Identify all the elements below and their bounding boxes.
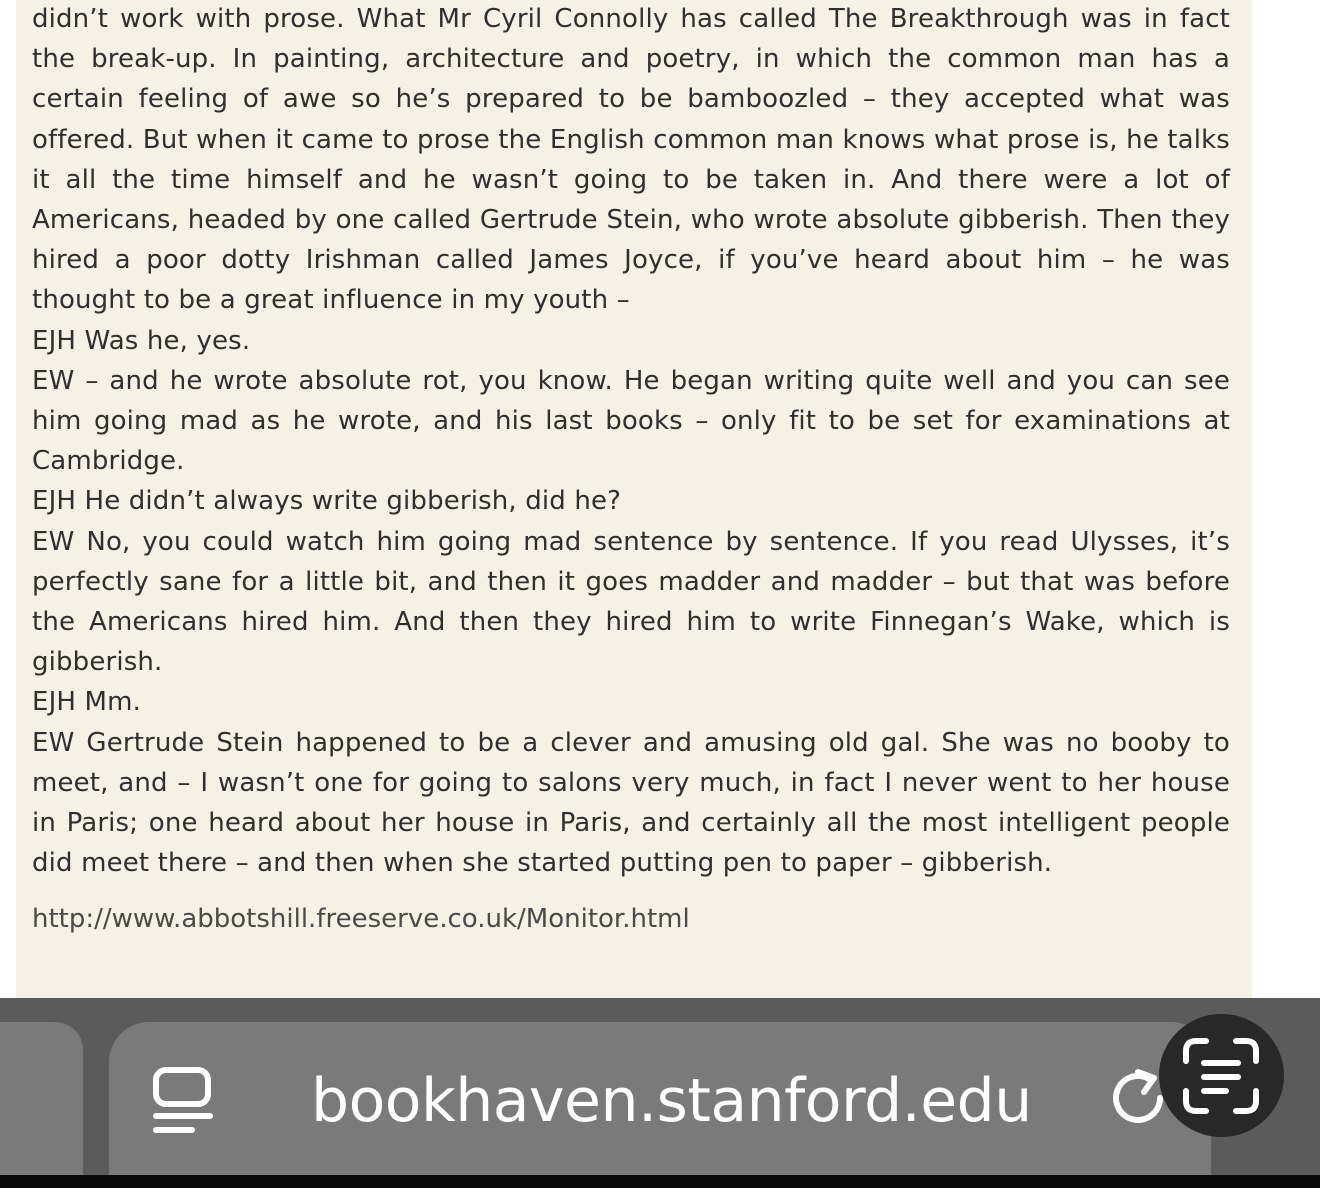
url-text[interactable]: bookhaven.stanford.edu (311, 1066, 1032, 1136)
bottom-edge (0, 1175, 1320, 1188)
previous-tab[interactable] (0, 1022, 83, 1175)
article-paragraph-5: EW No, you could watch him going mad sentence by sentence. If you read Ulysses, it’s perfectly sane for a little bit, and then it goes madder and madder – but that was before the Americans hired him. And then they hired him to write Finnegan’s Wake, which is gibberish. (32, 526, 1230, 678)
article-content (16, 0, 1252, 998)
live-text-scan-icon (1180, 1035, 1262, 1117)
article-paragraph-3: EW – and he wrote absolute rot, you know. He began writing quite well and you can see him going mad as he wrote, and his last books – only fit to be set for examinations at Cambridge. (32, 365, 1230, 477)
article-paragraph-4: EJH He didn’t always write gibberish, did he? (32, 486, 622, 517)
source-link[interactable]: http://www.abbotshill.freeserve.co.uk/Monitor.html (32, 904, 690, 935)
article-paragraph-1: didn’t work with prose. What Mr Cyril Connolly has called The Breakthrough was in fact the break-up. In painting, architecture and poetry, in which the common man has a certain feeling of awe so he’s prepared to be bamboozled – they accepted what was offered. But when it came to prose the English common man knows what prose is, he talks it all the time himself and he wasn’t going to be taken in. And there were a lot of Americans, headed by one called Gertrude Stein, who wrote absolute gibberish. Then they hired a poor dotty Irishman called James Joyce, if you’ve heard about him – he was thought to be a great influence in my youth – (32, 4, 1230, 316)
article-paragraph-2: EJH Was he, yes. (32, 325, 251, 356)
article-paragraph-7: EW Gertrude Stein happened to be a clever and amusing old gal. She was no booby to meet, and – I wasn’t one for going to salons very much, in fact I never went to her house in Paris; one heard about her house in Paris, and certainly all the most intelligent people did meet there – and then when she started putting pen to paper – gibberish. (32, 727, 1230, 879)
article-paragraph-6: EJH Mm. (32, 687, 141, 718)
reader-mode-icon[interactable] (150, 1064, 216, 1138)
